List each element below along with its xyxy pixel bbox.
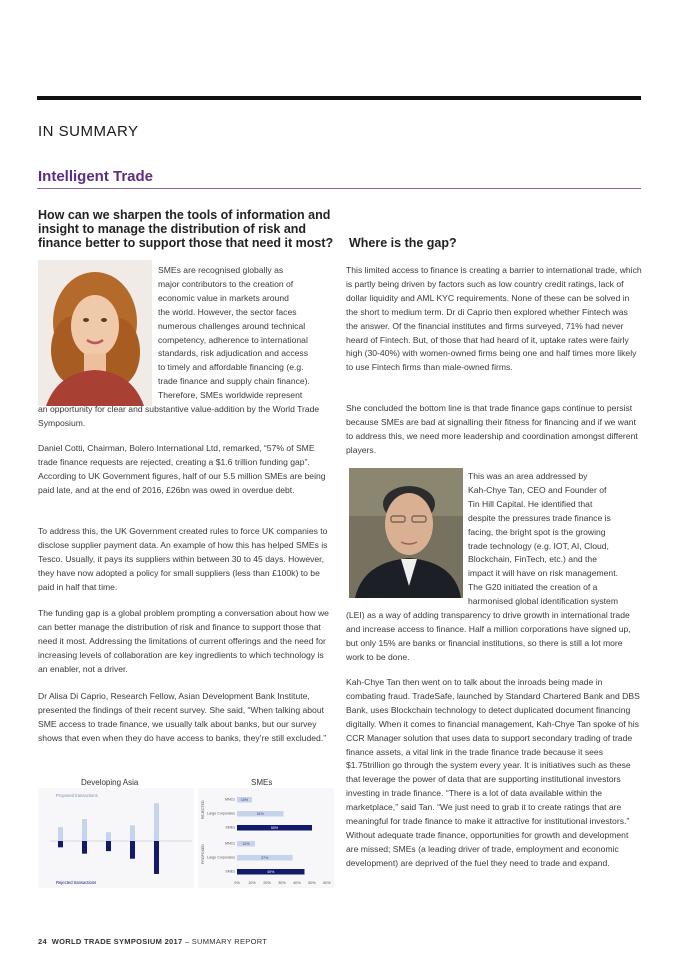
portrait-woman-icon xyxy=(38,260,152,406)
footer-title: WORLD TRADE SYMPOSIUM 2017 xyxy=(51,937,183,946)
intro-line: The G20 initiated the creation of a xyxy=(468,582,598,593)
chart2-xtick-label: 20% xyxy=(263,881,271,885)
chart2-group-proposed: PROPOSED xyxy=(201,844,205,864)
chart2-xtick-label: 40% xyxy=(293,881,301,885)
chart2-xtick-label: 0% xyxy=(234,881,240,885)
chart2-xtick-label: 10% xyxy=(248,881,256,885)
intro-line: impact it will have on risk management. xyxy=(468,568,618,579)
speaker-photo-man xyxy=(349,468,463,598)
intro-line: economic value in markets around xyxy=(158,292,289,303)
intro-line: the world. However, the sector faces xyxy=(158,306,297,317)
right-paragraph-2: She concluded the bottom line is that trade finance gaps continue to persist because SMEs are bad at signalling their fitness for financing and if we want to address this, we need more leadership and coordination amongst different players. xyxy=(346,403,638,455)
intro-line: Tin Hill Capital. He identified that xyxy=(468,498,593,509)
charts-figure xyxy=(36,775,336,890)
subtitle: Intelligent Trade xyxy=(38,168,154,185)
left-paragraph-2: To address this, the UK Government created rules to force UK companies to disclose supplier payment data. An example of how this has helped SMEs is Tesco. Usually, it pays its suppliers within between 30 to 45 days. However, they have now adopted a policy for small suppliers (less than £100k) to be paid in half that time. xyxy=(38,526,328,592)
chart1-legend-bottom: Rejected transactions xyxy=(56,880,97,885)
intro-line: numerous challenges around technical xyxy=(158,320,306,331)
chart1-legend-top: Proposed transactions xyxy=(56,793,98,798)
left-paragraph-3: The funding gap is a global problem prompting a conversation about how we can better manage the distribution of risk and finance to support those that need it most. Addressing the limitations of current offerings and the need for increasing levels of collaboration are key ingredients to which technology is an enabler, not a driver. xyxy=(38,608,329,674)
right-paragraph-1: This limited access to finance is creating a barrier to international trade, which is partly being driven by factors such as low country credit ratings, lack of dollar liquidity and AML KYC requirements. None of these can be solved in the short to medium term. Dr di Caprio then explored whether Fintech was the answer. Of the financial institutes and firms surveyed, 71% had never heard of Fintech. But, of those that had heard of it, uptake rates were fairly high (30-40%) with women-owned firms being one and half times more likely to use Fintech firms than male-owned firms. xyxy=(346,265,642,373)
chart2-value-label: 45% xyxy=(267,870,275,874)
chart2-category-label: MNCs xyxy=(225,797,235,802)
chart2-group-rejected: REJECTED xyxy=(201,800,205,819)
left-intro-tail: an opportunity for clear and substantive value-addition by the World Trade Symposium. xyxy=(38,404,320,428)
intro-line: major contributors to the creation of xyxy=(158,278,294,289)
chart2-title: SMEs xyxy=(251,778,273,787)
intro-line: Kah-Chye Tan, CEO and Founder of xyxy=(468,484,607,495)
intro-line: Blockchain, FinTech, etc.) and the xyxy=(468,554,597,565)
left-heading: How can we sharpen the tools of information and insight to manage the distribution of risk and finance better to support those that need it most? xyxy=(38,208,334,250)
chart2-value-label: 10% xyxy=(240,798,249,802)
chart2-xtick-label: 50% xyxy=(308,881,316,885)
chart1-bar-rejected xyxy=(154,841,159,874)
intro-line: harmonised global identification system xyxy=(468,596,618,607)
intro-line: SMEs are recognised globally as xyxy=(158,265,284,275)
section-title: IN SUMMARY xyxy=(38,123,139,140)
intro-line: facing, the bright spot is the growing xyxy=(468,526,606,537)
chart1-bar-rejected xyxy=(106,841,111,851)
chart2-category-label: Large Corporates xyxy=(207,855,235,860)
intro-line: trade technology (e.g. IOT, AI, Cloud, xyxy=(468,540,609,551)
right-intro-tail: (LEI) as a way of adding transparency to drive growth in international trade and increase access to finance. Half a million corporations have signed up, but only 15% are banks or financial institutions, so there is still a lot more work to be done. xyxy=(346,610,631,662)
portrait-man-icon xyxy=(349,468,463,598)
chart2-value-label: 31% xyxy=(256,812,264,816)
chart2-category-label: Large Corporates xyxy=(207,811,235,816)
speaker-photo-woman xyxy=(38,260,152,406)
intro-line: to timely and affordable financing (e.g. xyxy=(158,362,304,373)
chart1-bar-rejected xyxy=(58,841,63,847)
right-paragraph-3: Kah-Chye Tan then went on to talk about the inroads being made in combating fraud. TradeSafe, launched by Standard Chartered Bank and DBS Bank, uses Blockchain technology to detect duplicated document financing digitally. When it comes to financial management, Kah-Chye Tan spoke of his CCR Manager solution that uses data to support secondary trading of trade finance assets, a vital link in the trade finance trade because it sees $1.75trillion go through the system every year. It is initiatives such as these that leverage the power of data that are supporting institutional investors investing in trade finance. “There is a lot of data available within the marketplace,” said Tan. “We just need to grab it to create ratings that are meaningful for trade finance to make it attractive for institutional investors.” Without adequate trade finance, opportunities for growth and development are missed; SMEs (a leading driver of trade, employment and economic development) are deprived of the fuel they need to trade and expand. xyxy=(346,677,640,868)
intro-line: standards, risk adjudication and access xyxy=(158,348,308,359)
chart1-bar-proposed xyxy=(130,825,135,841)
right-heading: Where is the gap? xyxy=(349,236,457,250)
top-rule xyxy=(37,96,641,100)
right-intro xyxy=(468,470,643,609)
left-paragraph-1: Daniel Cotti, Chairman, Bolero International Ltd, remarked, “57% of SME trade finance requests are rejected, creating a $1.6 trillion funding gap”. According to UK Government figures, half of our 5.5 million SMEs are being paid late, and at the end of 2016, £26bn was owed in overdue debt. xyxy=(38,443,326,495)
chart1-bar-rejected xyxy=(82,841,87,854)
chart1-bar-rejected xyxy=(130,841,135,859)
chart2-xtick-label: 30% xyxy=(278,881,286,885)
subtitle-rule xyxy=(37,188,641,189)
intro-line: This was an area addressed by xyxy=(468,471,588,481)
chart2-xtick-label: 60% xyxy=(323,881,331,885)
chart2-value-label: 50% xyxy=(270,826,279,830)
chart1-bar-proposed xyxy=(58,827,63,841)
left-intro xyxy=(158,264,338,403)
intro-line: despite the pressures trade finance is xyxy=(468,512,611,523)
footer-subtitle: – SUMMARY REPORT xyxy=(182,937,268,946)
footer-page-number: 24 xyxy=(38,937,47,946)
chart1-bar-proposed xyxy=(106,832,111,841)
chart2-category-label: MNCs xyxy=(225,841,235,846)
chart2-value-label: 37% xyxy=(261,856,269,860)
intro-line: trade finance and supply chain finance). xyxy=(158,376,310,387)
chart2-value-label: 12% xyxy=(242,842,250,846)
chart2-category-label: SMEs xyxy=(225,869,235,874)
chart2-category-label: SMEs xyxy=(225,825,235,830)
intro-line: Therefore, SMEs worldwide represent xyxy=(158,390,303,401)
chart1-title: Developing Asia xyxy=(81,778,139,787)
chart1-bar-proposed xyxy=(154,803,159,841)
chart1-bar-proposed xyxy=(82,819,87,841)
intro-line: competency, adherence to international xyxy=(158,334,308,345)
left-paragraph-4: Dr Alisa Di Caprio, Research Fellow, Asian Development Bank Institute, presented the findings of their recent survey. She said, “When talking about SME access to trade finance, we usually talk about banks, but our survey shows that even when they do have access to banks, they’re still excluded.” xyxy=(38,691,327,743)
footer xyxy=(38,937,267,946)
